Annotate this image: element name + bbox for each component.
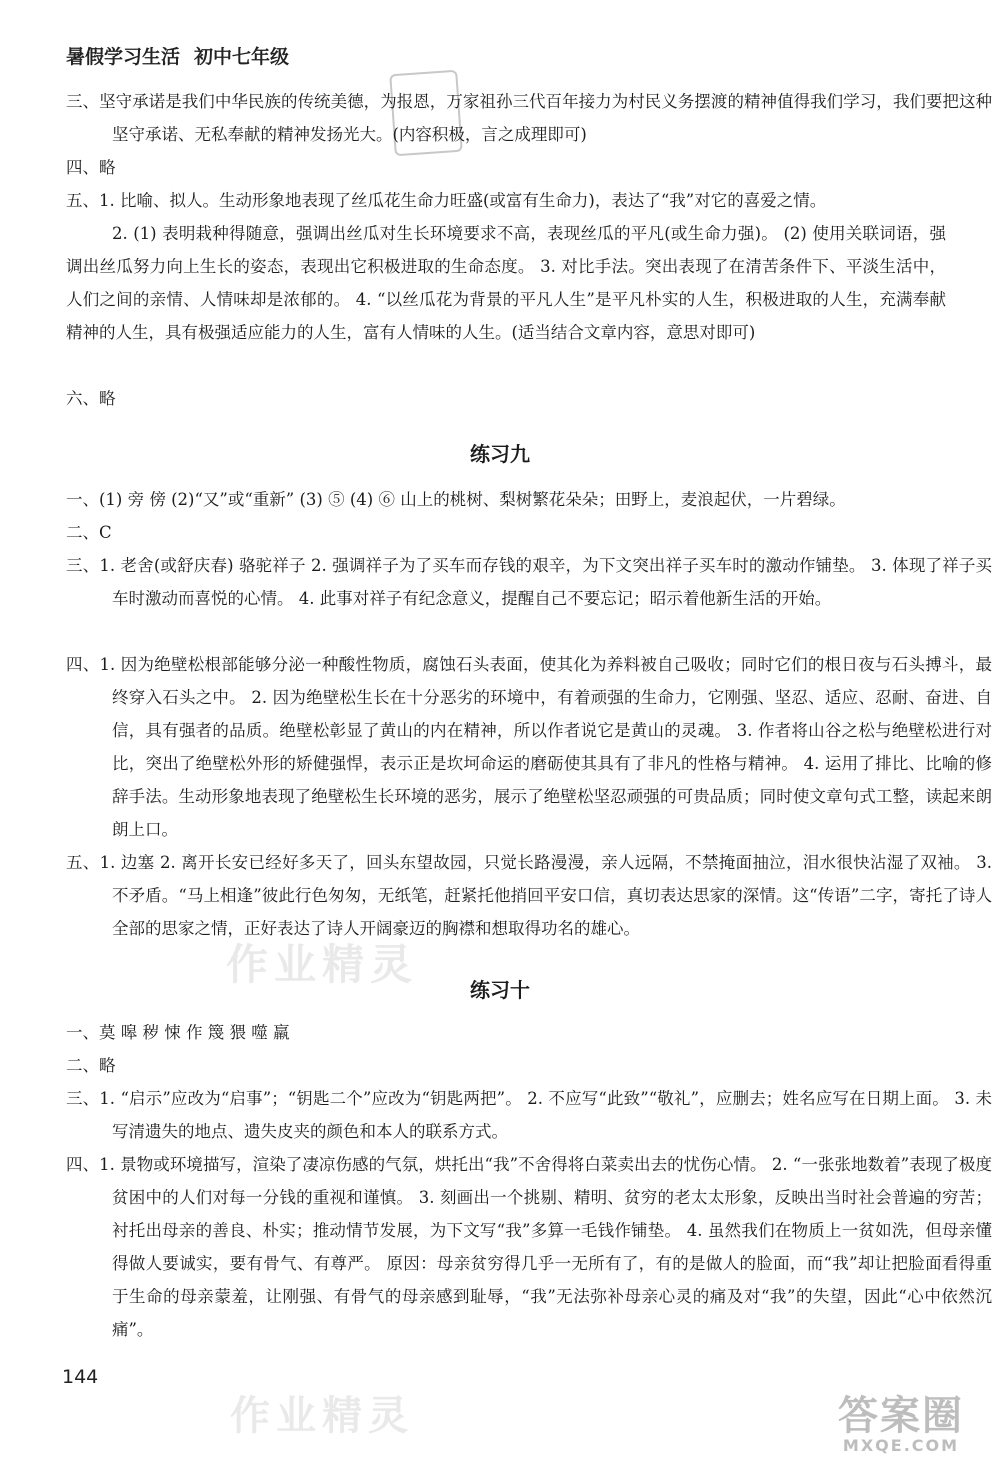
- ex9-q3: 三、1. 老舍(或舒庆春) 骆驼祥子 2. 强调祥子为了买车而存钱的艰辛，为下文突出祥子买车时的激动作铺垫。 3. 体现了祥子买车时激动而喜悦的心情。 4. 此事对祥子有纪念意义，提醒自己不要忘记；昭示着他新生活的开始。: [66, 556, 992, 608]
- ex10-q1: 一、莫 嗥 秽 悚 作 篾 猥 噬 羸: [66, 1023, 290, 1042]
- ex10-title: 练习十: [470, 978, 530, 1002]
- ex8-q5-2: 2. (1) 表明栽种得随意，强调出丝瓜对生长环境要求不高，表现丝瓜的平凡(或生命力强)。 (2) 使用关联词语，强调出丝瓜努力向上生长的姿态，表现出它积极进取的生命态度。 3. 对比手法。突出表现了在清苦条件下、平淡生活中，人们之间的亲情、人情味却是浓郁的。 4. “以丝瓜花为背景的平凡人生”是平凡朴实的人生，积极进取的人生，充满奉献精神的人生，具有极强适应能力的人生，富有人情味的人生。(适当结合文章内容，意思对即可): [66, 224, 946, 342]
- ex9-q1: 一、(1) 旁 傍 (2)“又”或“重新” (3) ⑤ (4) ⑥ 山上的桃树、梨树繁花朵朵；田野上，麦浪起伏，一片碧绿。: [66, 490, 846, 509]
- grade-label: 初中七年级: [194, 46, 290, 68]
- ex8-q4: 四、略: [66, 158, 116, 177]
- ex10-q2: 二、略: [66, 1056, 116, 1075]
- ex8-q6: 六、略: [66, 389, 116, 408]
- watermark-bottom: 作业精灵: [230, 1393, 414, 1439]
- ex9-q2: 二、C: [66, 523, 112, 542]
- ex8-q3: 三、坚守承诺是我们中华民族的传统美德，为报恩，万家祖孙三代百年接力为村民义务摆渡的精神值得我们学习，我们要把这种坚守承诺、无私奉献的精神发扬光大。(内容积极，言之成理即可): [66, 92, 992, 144]
- ex10-q4: 四、1. 景物或环境描写，渲染了凄凉伤感的气氛，烘托出“我”不舍得将白菜卖出去的忧伤心情。 2. “一张张地数着”表现了极度贫困中的人们对每一分钱的重视和谨慎。 3. 刻画出一个挑剔、精明、贫穷的老太太形象，反映出当时社会普遍的穷苦；衬托出母亲的善良、朴实；推动情节发展，为下文写“我”多算一毛钱作铺垫。 4. 虽然我们在物质上一贫如洗，但母亲懂得做人要诚实，要有骨气、有尊严。 原因：母亲贫穷得几乎一无所有了，有的是做人的脸面，而“我”却让把脸面看得重于生命的母亲蒙羞，让刚强、有骨气的母亲感到耻辱，“我”无法弥补母亲心灵的痛及对“我”的失望，因此“心中依然沉痛”。: [66, 1155, 992, 1339]
- ex8-q5-1: 五、1. 比喻、拟人。生动形象地表现了丝瓜花生命力旺盛(或富有生命力)，表达了“我”对它的喜爱之情。: [66, 191, 827, 210]
- ex9-q5: 五、1. 边塞 2. 离开长安已经好多天了，回头东望故园，只觉长路漫漫，亲人远隔，不禁掩面抽泣，泪水很快沾湿了双袖。 3. 不矛盾。“马上相逢”彼此行色匆匆，无纸笔，赶紧托他捎回平安口信，真切表达思家的深情。这“传语”二字，寄托了诗人全部的思家之情，正好表达了诗人开阔豪迈的胸襟和想取得功名的雄心。: [66, 853, 992, 938]
- book-title: 暑假学习生活: [66, 46, 181, 68]
- page-number: 144: [62, 1366, 99, 1388]
- site-logo: [838, 1393, 964, 1455]
- ex10-q3: 三、1. “启示”应改为“启事”；“钥匙二个”应改为“钥匙两把”。 2. 不应写“此致”“敬礼”，应删去；姓名应写在日期上面。 3. 未写清遗失的地点、遗失皮夹的颜色和本人的联系方式。: [66, 1089, 992, 1141]
- watermark-middle: 作业精灵: [226, 940, 419, 989]
- ex9-title: 练习九: [470, 442, 530, 466]
- ex9-q4: 四、1. 因为绝壁松根部能够分泌一种酸性物质，腐蚀石头表面，使其化为养料被自己吸收；同时它们的根日夜与石头搏斗，最终穿入石头之中。 2. 因为绝壁松生长在十分恶劣的环境中，有着顽强的生命力，它刚强、坚忍、适应、忍耐、奋进、自信，具有强者的品质。绝壁松彰显了黄山的内在精神，所以作者说它是黄山的灵魂。 3. 作者将山谷之松与绝壁松进行对比，突出了绝壁松外形的矫健强悍，表示正是坎坷命运的磨砺使其具有了非凡的性格与精神。 4. 运用了排比、比喻的修辞手法。生动形象地表现了绝壁松生长环境的恶劣，展示了绝壁松坚忍顽强的可贵品质；同时使文章句式工整，读起来朗朗上口。: [66, 655, 992, 839]
- logo-main: 答案圈: [838, 1393, 964, 1439]
- logo-domain: MXQE.COM: [842, 1436, 960, 1455]
- running-head: [66, 42, 289, 69]
